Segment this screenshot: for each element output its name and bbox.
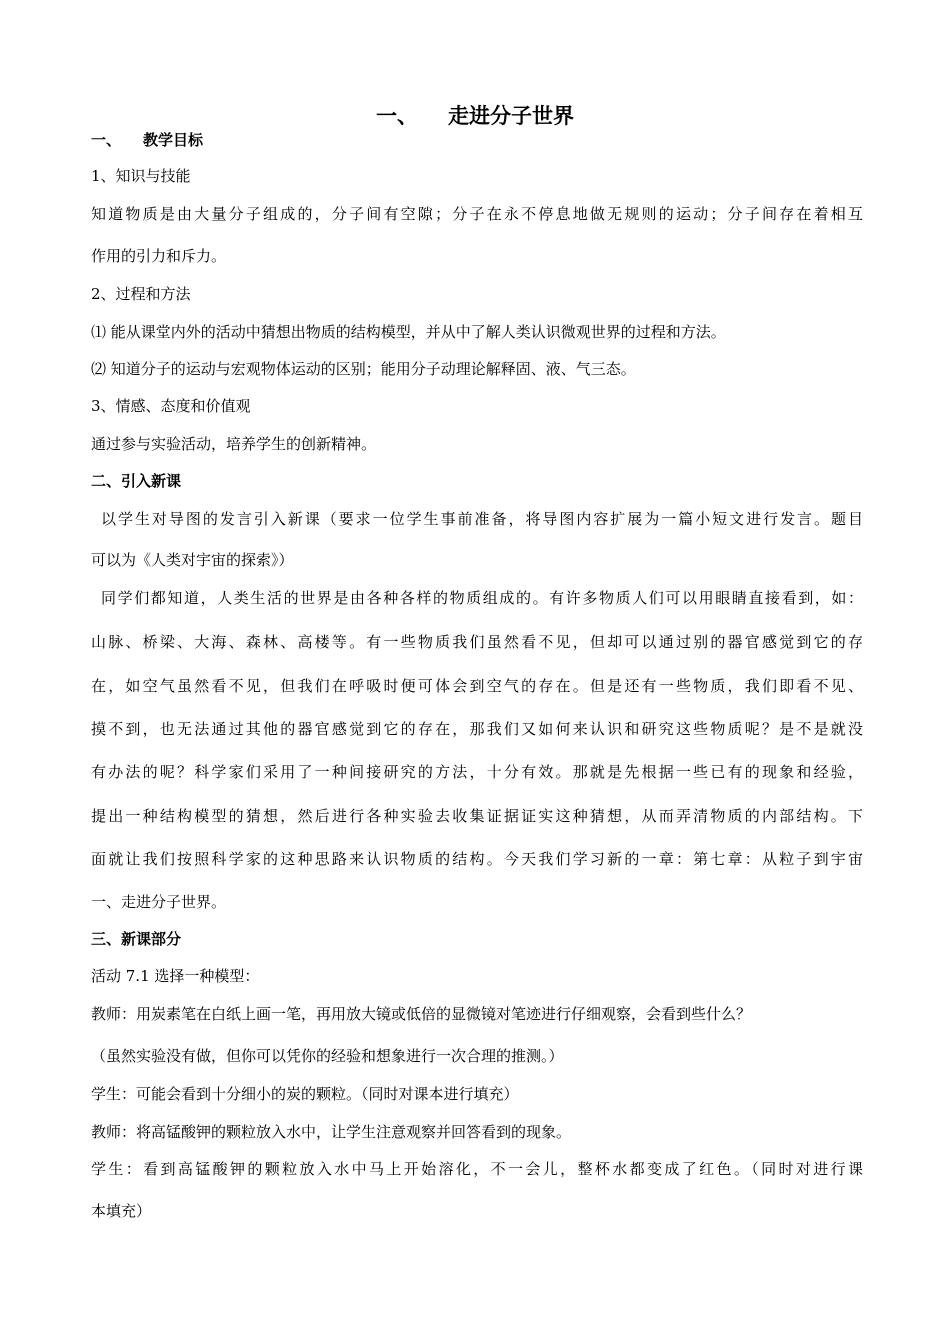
- paragraph-line: 同学们都知道，人类生活的世界是由各种各样的物质组成的。有许多物质人们可以用眼睛直接看到，如：: [101, 589, 863, 607]
- activity-label: 活动 7.1 选择一种模型：: [91, 967, 260, 985]
- subheading-attitude: 3、情感、态度和价值观: [91, 397, 251, 415]
- student-line: 学生：看到高锰酸钾的颗粒放入水中马上开始溶化，不一会儿，整杯水都变成了红色。（同时对进行课: [91, 1160, 863, 1178]
- paragraph-line: 作用的引力和斥力。: [91, 247, 227, 265]
- paragraph-line: 面就让我们按照科学家的这种思路来认识物质的结构。今天我们学习新的一章：第七章：从粒子到宇宙: [91, 850, 863, 868]
- section-2-heading: 二、引入新课: [91, 472, 182, 490]
- subheading-knowledge: 1、知识与技能: [91, 167, 191, 185]
- title-text: 走进分子世界: [448, 104, 574, 128]
- list-item: ⑵ 知道分子的运动与宏观物体运动的区别；能用分子动理论解释固、液、气三态。: [91, 360, 636, 378]
- page-title: [0, 100, 950, 130]
- paragraph-line: 一、走进分子世界。: [91, 893, 227, 911]
- paragraph-line: 可以为《人类对宇宙的探索》）: [91, 551, 294, 569]
- student-line: 学生：可能会看到十分细小的炭的颗粒。（同时对课本进行填充）: [91, 1085, 519, 1103]
- teacher-line: 教师：用炭素笔在白纸上画一笔，再用放大镜或低倍的显微镜对笔迹进行仔细观察，会看到些什么？: [91, 1005, 752, 1023]
- paragraph-line: 摸不到，也无法通过其他的器官感觉到它的存在，那我们又如何来认识和研究这些物质呢？是不是就没: [91, 720, 863, 738]
- paragraph-line: 通过参与实验活动，培养学生的创新精神。: [91, 435, 377, 453]
- section-1-title: 教学目标: [143, 131, 204, 149]
- title-number: 一、: [376, 104, 418, 128]
- paragraph-line: 山脉、桥梁、大海、森林、高楼等。有一些物质我们虽然看不见，但却可以通过别的器官感觉到它的存: [91, 633, 863, 651]
- paragraph-line: 提出一种结构模型的猜想，然后进行各种实验去收集证据证实这种猜想，从而弄清物质的内部结构。下: [91, 807, 863, 825]
- section-1-number: 一、: [91, 131, 122, 149]
- paragraph-line: 知道物质是由大量分子组成的，分子间有空隙；分子在永不停息地做无规则的运动；分子间存在着相互: [91, 205, 863, 223]
- paragraph-line: 在，如空气虽然看不见，但我们在呼吸时便可体会到空气的存在。但是还有一些物质，我们即看不见、: [91, 677, 863, 695]
- teacher-line: （虽然实验没有做，但你可以凭你的经验和想象进行一次合理的推测。）: [91, 1047, 564, 1065]
- student-line: 本填充）: [91, 1202, 152, 1220]
- paragraph-line: 以学生对导图的发言引入新课（要求一位学生事前准备，将导图内容扩展为一篇小短文进行发言。题目: [101, 510, 863, 528]
- teacher-line: 教师：将高锰酸钾的颗粒放入水中，让学生注意观察并回答看到的现象。: [91, 1123, 572, 1141]
- section-1-heading: [91, 130, 863, 150]
- subheading-process: 2、过程和方法: [91, 285, 191, 303]
- list-item: ⑴ 能从课堂内外的活动中猜想出物质的结构模型，并从中了解人类认识微观世界的过程和方法。: [91, 323, 726, 341]
- section-3-heading: 三、新课部分: [91, 930, 182, 948]
- paragraph-line: 有办法的呢？科学家们采用了一种间接研究的方法，十分有效。那就是先根据一些已有的现象和经验，: [91, 763, 863, 781]
